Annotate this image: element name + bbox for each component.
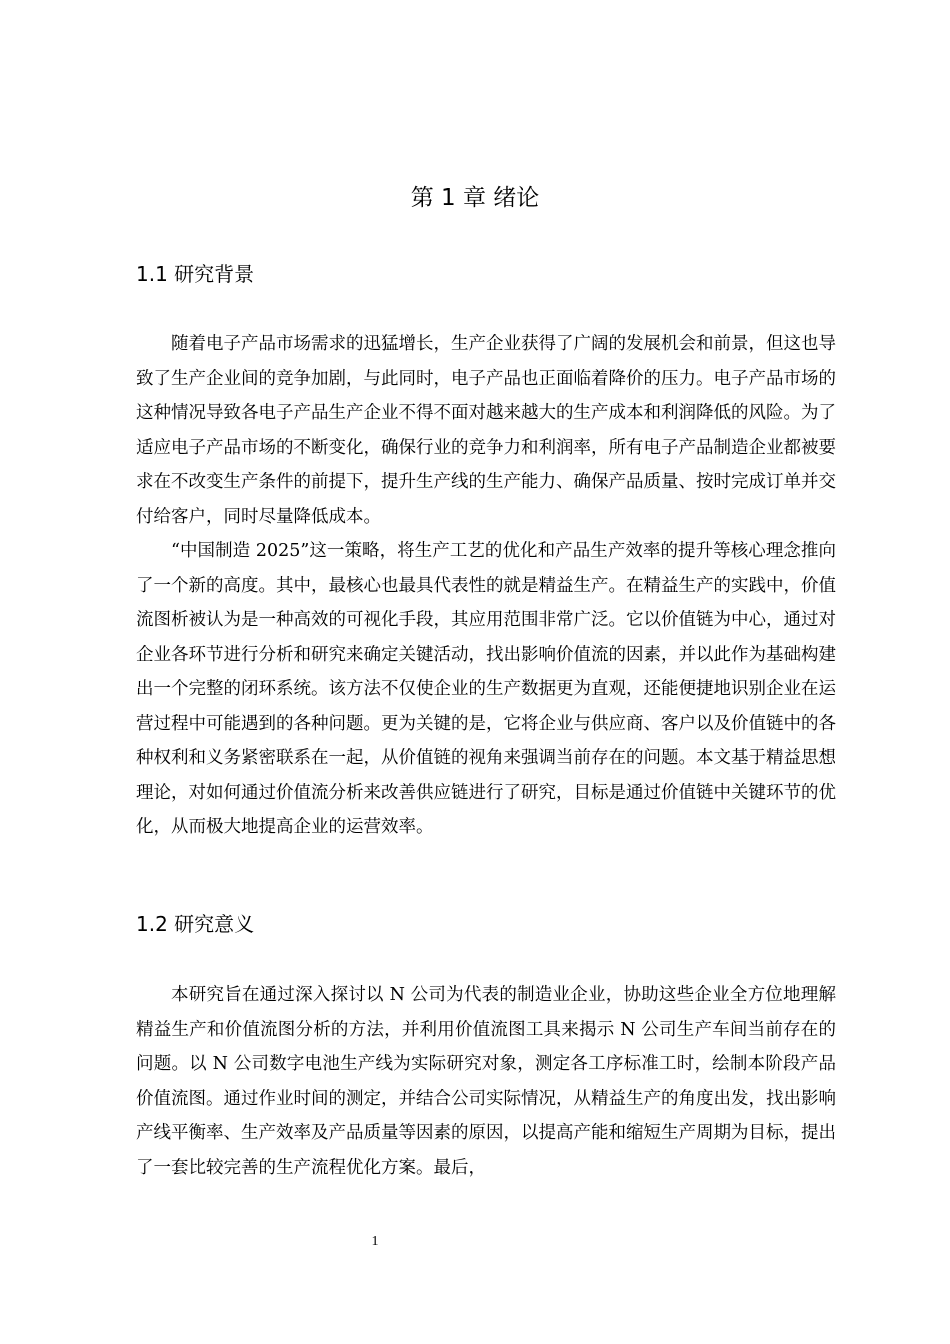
section-body-significance bbox=[136, 978, 836, 1185]
paragraph: 本研究旨在通过深入探讨以 N 公司为代表的制造业企业，协助这些企业全方位地理解精益生产和价值流图分析的方法，并利用价值流图工具来揭示 N 公司生产车间当前存在的问题。以 N 公司数字电池生产线为实际研究对象，测定各工序标准工时，绘制本阶段产品价值流图。通过作业时间的测定，并结合公司实际情况，从精益生产的角度出发，找出影响产线平衡率、生产效率及产品质量等因素的原因，以提高产能和缩短生产周期为目标，提出了一套比较完善的生产流程优化方案。最后， bbox=[136, 985, 836, 1178]
chapter-title: 第 1 章 绪论 bbox=[410, 185, 540, 211]
paragraph: 随着电子产品市场需求的迅猛增长，生产企业获得了广阔的发展机会和前景，但这也导致了生产企业间的竞争加剧，与此同时，电子产品也正面临着降价的压力。电子产品市场的这种情况导致各电子产品生产企业不得不面对越来越大的生产成本和利润降低的风险。为了适应电子产品市场的不断变化，确保行业的竞争力和利润率，所有电子产品制造企业都被要求在不改变生产条件的前提下，提升生产线的生产能力、确保产品质量、按时完成订单并交付给客户，同时尽量降低成本。 bbox=[136, 334, 836, 527]
section-body-background bbox=[136, 327, 836, 845]
paragraph: “中国制造 2025”这一策略，将生产工艺的优化和产品生产效率的提升等核心理念推向了一个新的高度。其中，最核心也最具代表性的就是精益生产。在精益生产的实践中，价值流图析被认为是一种高效的可视化手段，其应用范围非常广泛。它以价值链为中心，通过对企业各环节进行分析和研究来确定关键活动，找出影响价值流的因素，并以此作为基础构建出一个完整的闭环系统。该方法不仅使企业的生产数据更为直观，还能便捷地识别企业在运营过程中可能遇到的各种问题。更为关键的是，它将企业与供应商、客户以及价值链中的各种权利和义务紧密联系在一起，从价值链的视角来强调当前存在的问题。本文基于精益思想理论，对如何通过价值流分析来改善供应链进行了研究，目标是通过价值链中关键环节的优化，从而极大地提高企业的运营效率。 bbox=[136, 541, 836, 837]
section-heading-background: 1.1 研究背景 bbox=[136, 262, 255, 286]
page-number: 1 bbox=[371, 1234, 379, 1249]
section-heading-significance: 1.2 研究意义 bbox=[136, 912, 255, 936]
